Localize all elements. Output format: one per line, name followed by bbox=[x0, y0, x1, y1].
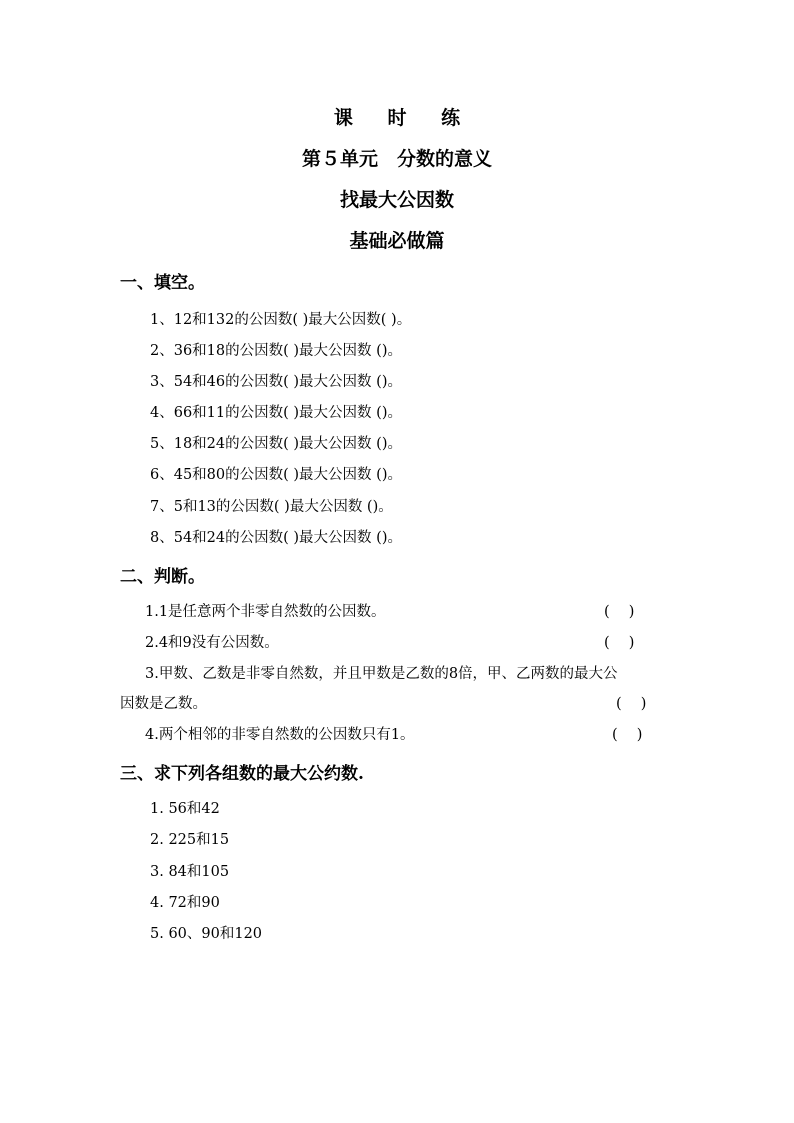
judge-answer-2: ( ) bbox=[604, 635, 635, 651]
fill-item-2: 2、36和18的公因数( )最大公因数 ()。 bbox=[150, 343, 402, 359]
fill-item-8: 8、54和24的公因数( )最大公因数 ()。 bbox=[150, 530, 402, 546]
judge-item-3-continued: 因数是乙数。 bbox=[120, 696, 207, 712]
fill-item-5: 5、18和24的公因数( )最大公因数 ()。 bbox=[150, 436, 402, 452]
fill-item-3: 3、54和46的公因数( )最大公因数 ()。 bbox=[150, 374, 402, 390]
fill-item-4: 4、66和11的公因数( )最大公因数 ()。 bbox=[150, 405, 402, 421]
judge-answer-3: ( ) bbox=[616, 696, 647, 712]
gcd-item-2: 2. 225和15 bbox=[150, 832, 230, 848]
judge-item-3: 3.甲数、乙数是非零自然数，并且甲数是乙数的8倍，甲、乙两数的最大公 bbox=[145, 666, 618, 682]
gcd-item-5: 5. 60、90和120 bbox=[150, 926, 263, 942]
section1-heading: 一、填空。 bbox=[120, 273, 205, 293]
section3-heading: 三、求下列各组数的最大公约数. bbox=[120, 764, 364, 784]
section2-heading: 二、判断。 bbox=[120, 567, 205, 587]
gcd-item-3: 3. 84和105 bbox=[150, 864, 230, 880]
fill-item-6: 6、45和80的公因数( )最大公因数 ()。 bbox=[150, 467, 402, 483]
judge-item-1: 1.1是任意两个非零自然数的公因数。 bbox=[145, 604, 386, 620]
unit-title: 第５单元 分数的意义 bbox=[301, 148, 492, 170]
judge-item-4: 4.两个相邻的非零自然数的公因数只有1。 bbox=[145, 727, 415, 743]
judge-answer-1: ( ) bbox=[604, 604, 635, 620]
judge-item-2: 2.4和9没有公因数。 bbox=[145, 635, 279, 651]
gcd-item-4: 4. 72和90 bbox=[150, 895, 220, 911]
level-title: 基础必做篇 bbox=[349, 230, 445, 252]
gcd-item-1: 1. 56和42 bbox=[150, 801, 220, 817]
judge-answer-4: ( ) bbox=[612, 727, 643, 743]
fill-item-1: 1、12和132的公因数( )最大公因数( )。 bbox=[150, 312, 412, 328]
page-title: 课 时 练 bbox=[333, 107, 475, 129]
fill-item-7: 7、5和13的公因数( )最大公因数 ()。 bbox=[150, 499, 393, 515]
lesson-title: 找最大公因数 bbox=[339, 189, 454, 211]
